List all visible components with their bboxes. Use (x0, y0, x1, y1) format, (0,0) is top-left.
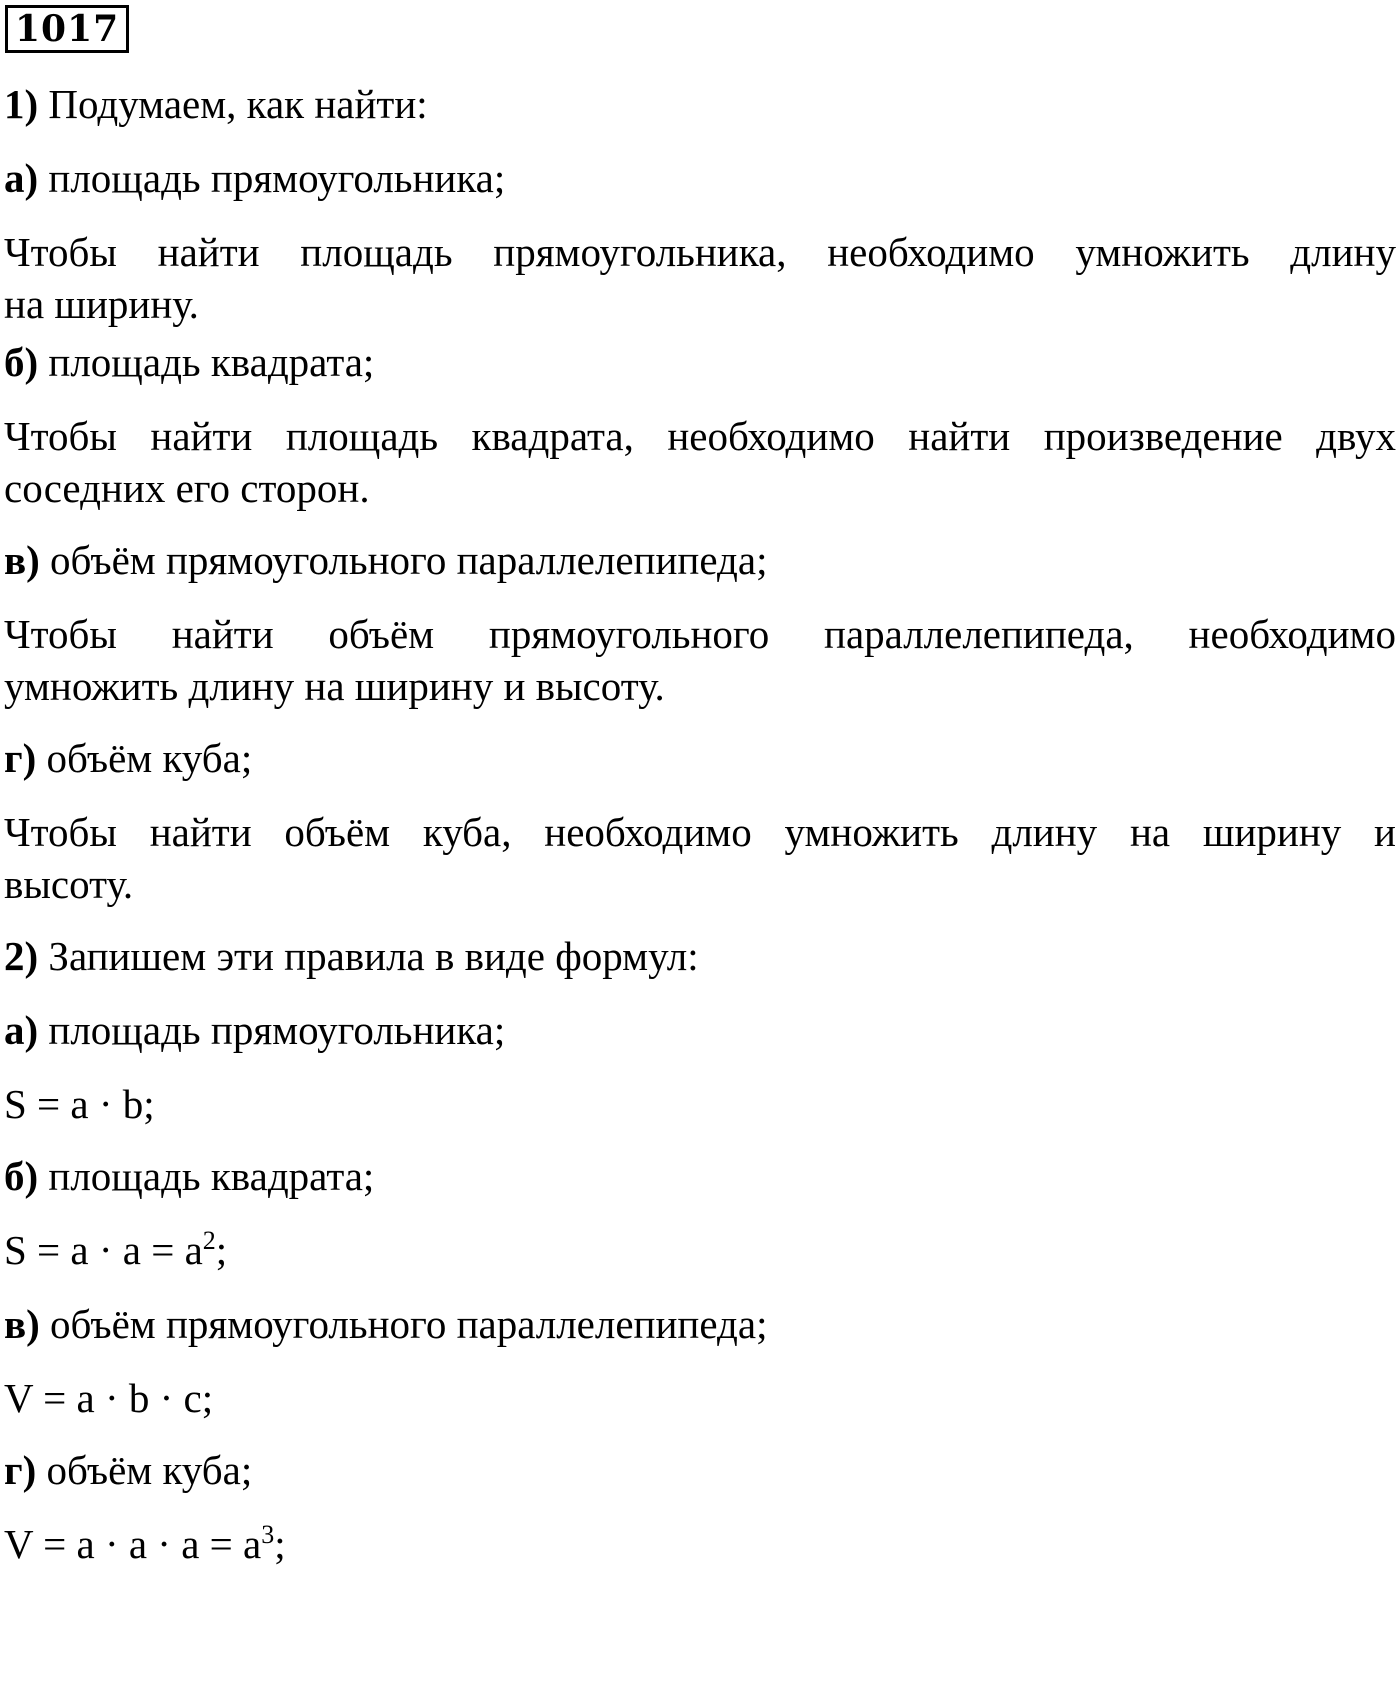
item-label: площадь прямоугольника; (48, 1007, 506, 1053)
item-label: объём куба; (46, 735, 253, 781)
formula-exponent: 3 (261, 1520, 275, 1549)
formula-main: V = a · a · a = a (4, 1521, 262, 1567)
item-marker: в) (4, 537, 40, 583)
section1-item-g-label (4, 735, 1396, 781)
formula-exponent: 2 (202, 1226, 216, 1255)
section1-item-v-explanation-line1: Чтобы найти объём прямоугольного параллелепипеда, необходимо (4, 611, 1396, 657)
item-marker: б) (4, 339, 39, 385)
formula-parallelepiped-volume: V = a · b · c; (4, 1375, 214, 1421)
item-label: объём прямоугольного параллелепипеда; (50, 1301, 768, 1347)
section2-heading (4, 933, 1396, 979)
formula-square-area (4, 1226, 1396, 1273)
problem-number-box: 1017 (5, 5, 129, 53)
section1-item-v-explanation-line2: умножить длину на ширину и высоту. (4, 663, 665, 709)
formula-end: ; (215, 1227, 228, 1273)
item-label: площадь прямоугольника; (48, 155, 506, 201)
item-marker: г) (4, 735, 37, 781)
section1-item-a-label (4, 155, 1396, 201)
section1-item-v-label (4, 537, 1396, 583)
section1-marker: 1) (4, 81, 39, 127)
formula-cube-volume (4, 1520, 1396, 1567)
formula-main: S = a · a = a (4, 1227, 203, 1273)
section2-item-a-label (4, 1007, 1396, 1053)
section1-item-a-explanation-line2: на ширину. (4, 281, 199, 327)
section2-item-g-label (4, 1447, 1396, 1493)
section1-item-b-explanation-line2: соседних его сторон. (4, 465, 370, 511)
section2-heading-text: Запишем эти правила в виде формул: (48, 933, 699, 979)
section2-item-b-label (4, 1153, 1396, 1199)
section1-heading-text: Подумаем, как найти: (48, 81, 428, 127)
section1-heading (4, 81, 1396, 127)
item-marker: в) (4, 1301, 40, 1347)
section1-item-b-explanation-line1: Чтобы найти площадь квадрата, необходимо найти произведение двух (4, 413, 1396, 459)
item-marker: б) (4, 1153, 39, 1199)
formula-end: ; (274, 1521, 286, 1567)
section1-item-g-explanation-line2: высоту. (4, 861, 134, 907)
section1-item-b-label (4, 339, 1396, 385)
section2-marker: 2) (4, 933, 39, 979)
formula-rectangle-area: S = a · b; (4, 1081, 155, 1127)
section1-item-a-explanation-line1: Чтобы найти площадь прямоугольника, необходимо умножить длину (4, 229, 1396, 275)
section2-item-v-label (4, 1301, 1396, 1347)
item-label: объём куба; (46, 1447, 253, 1493)
item-marker: г) (4, 1447, 37, 1493)
item-marker: а) (4, 1007, 39, 1053)
section1-item-g-explanation-line1: Чтобы найти объём куба, необходимо умножить длину на ширину и (4, 809, 1396, 855)
item-label: площадь квадрата; (48, 339, 375, 385)
item-marker: а) (4, 155, 39, 201)
item-label: объём прямоугольного параллелепипеда; (50, 537, 768, 583)
item-label: площадь квадрата; (48, 1153, 375, 1199)
